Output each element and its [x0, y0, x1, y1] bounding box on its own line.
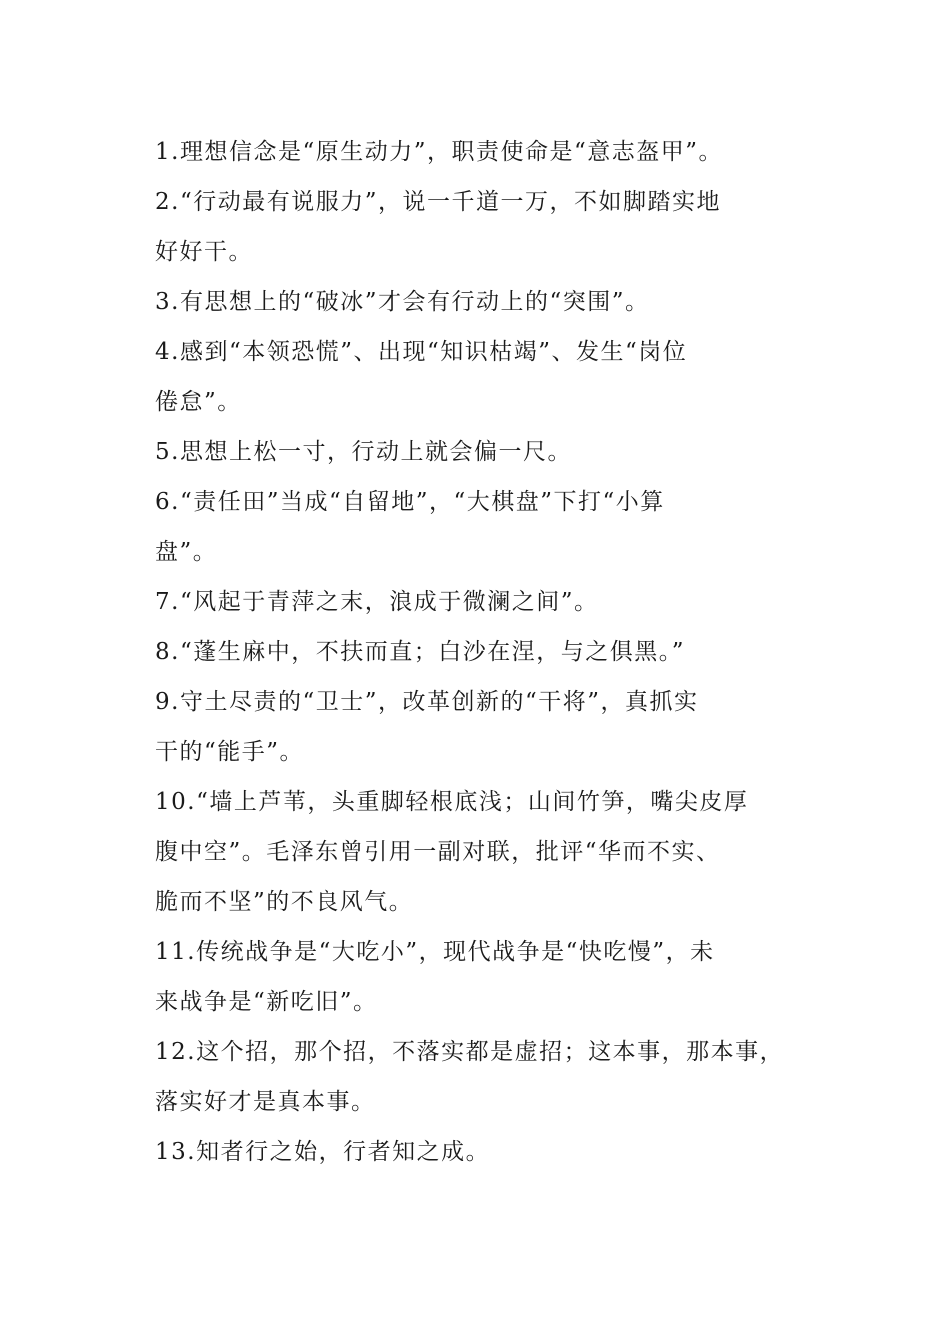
list-item-2	[155, 177, 805, 277]
list-item-7	[155, 577, 805, 627]
list-item-8	[155, 627, 805, 677]
list-item-10	[155, 777, 805, 927]
list-item-5	[155, 427, 805, 477]
item-10-line-3: 脆而不坚”的不良风气。	[155, 889, 414, 915]
item-3-line-1: 3.有思想上的“破冰”才会有行动上的“突围”。	[155, 289, 650, 315]
item-1-line-1: 1.理想信念是“原生动力”，职责使命是“意志盔甲”。	[155, 139, 723, 165]
list-item-3	[155, 277, 805, 327]
item-5-line-1: 5.思想上松一寸，行动上就会偏一尺。	[155, 439, 572, 465]
item-11-line-2: 来战争是“新吃旧”。	[155, 989, 378, 1015]
item-11-line-1: 11.传统战争是“大吃小”，现代战争是“快吃慢”，未	[155, 939, 715, 965]
item-7-line-1: 7.“风起于青萍之末，浪成于微澜之间”。	[155, 589, 599, 615]
list-item-6	[155, 477, 805, 577]
list-item-12	[155, 1027, 805, 1127]
list-item-1	[155, 127, 805, 177]
list-item-11	[155, 927, 805, 1027]
item-9-line-2: 干的“能手”。	[155, 739, 305, 765]
list-item-13	[155, 1127, 805, 1177]
item-8-line-1: 8.“蓬生麻中，不扶而直；白沙在涅，与之俱黑。”	[155, 639, 685, 665]
item-13-line-1: 13.知者行之始，行者知之成。	[155, 1139, 491, 1165]
item-9-line-1: 9.守土尽责的“卫士”，改革创新的“干将”，真抓实	[155, 689, 699, 715]
item-12-line-1: 12.这个招，那个招，不落实都是虚招；这本事，那本事，	[155, 1039, 785, 1065]
item-12-line-2: 落实好才是真本事。	[155, 1089, 376, 1115]
document-body	[155, 127, 805, 1177]
list-item-4	[155, 327, 805, 427]
item-2-line-1: 2.“行动最有说服力”，说一千道一万，不如脚踏实地	[155, 189, 721, 215]
item-2-line-2: 好好干。	[155, 239, 253, 265]
item-10-line-2: 腹中空”。毛泽东曾引用一副对联，批评“华而不实、	[155, 839, 721, 865]
item-10-line-1: 10.“墙上芦苇，头重脚轻根底浅；山间竹笋，嘴尖皮厚	[155, 789, 749, 815]
item-4-line-1: 4.感到“本领恐慌”、出现“知识枯竭”、发生“岗位	[155, 339, 688, 365]
item-4-line-2: 倦怠”。	[155, 389, 242, 415]
item-6-line-2: 盘”。	[155, 539, 218, 565]
list-item-9	[155, 677, 805, 777]
item-6-line-1: 6.“责任田”当成“自留地”，“大棋盘”下打“小算	[155, 489, 665, 515]
